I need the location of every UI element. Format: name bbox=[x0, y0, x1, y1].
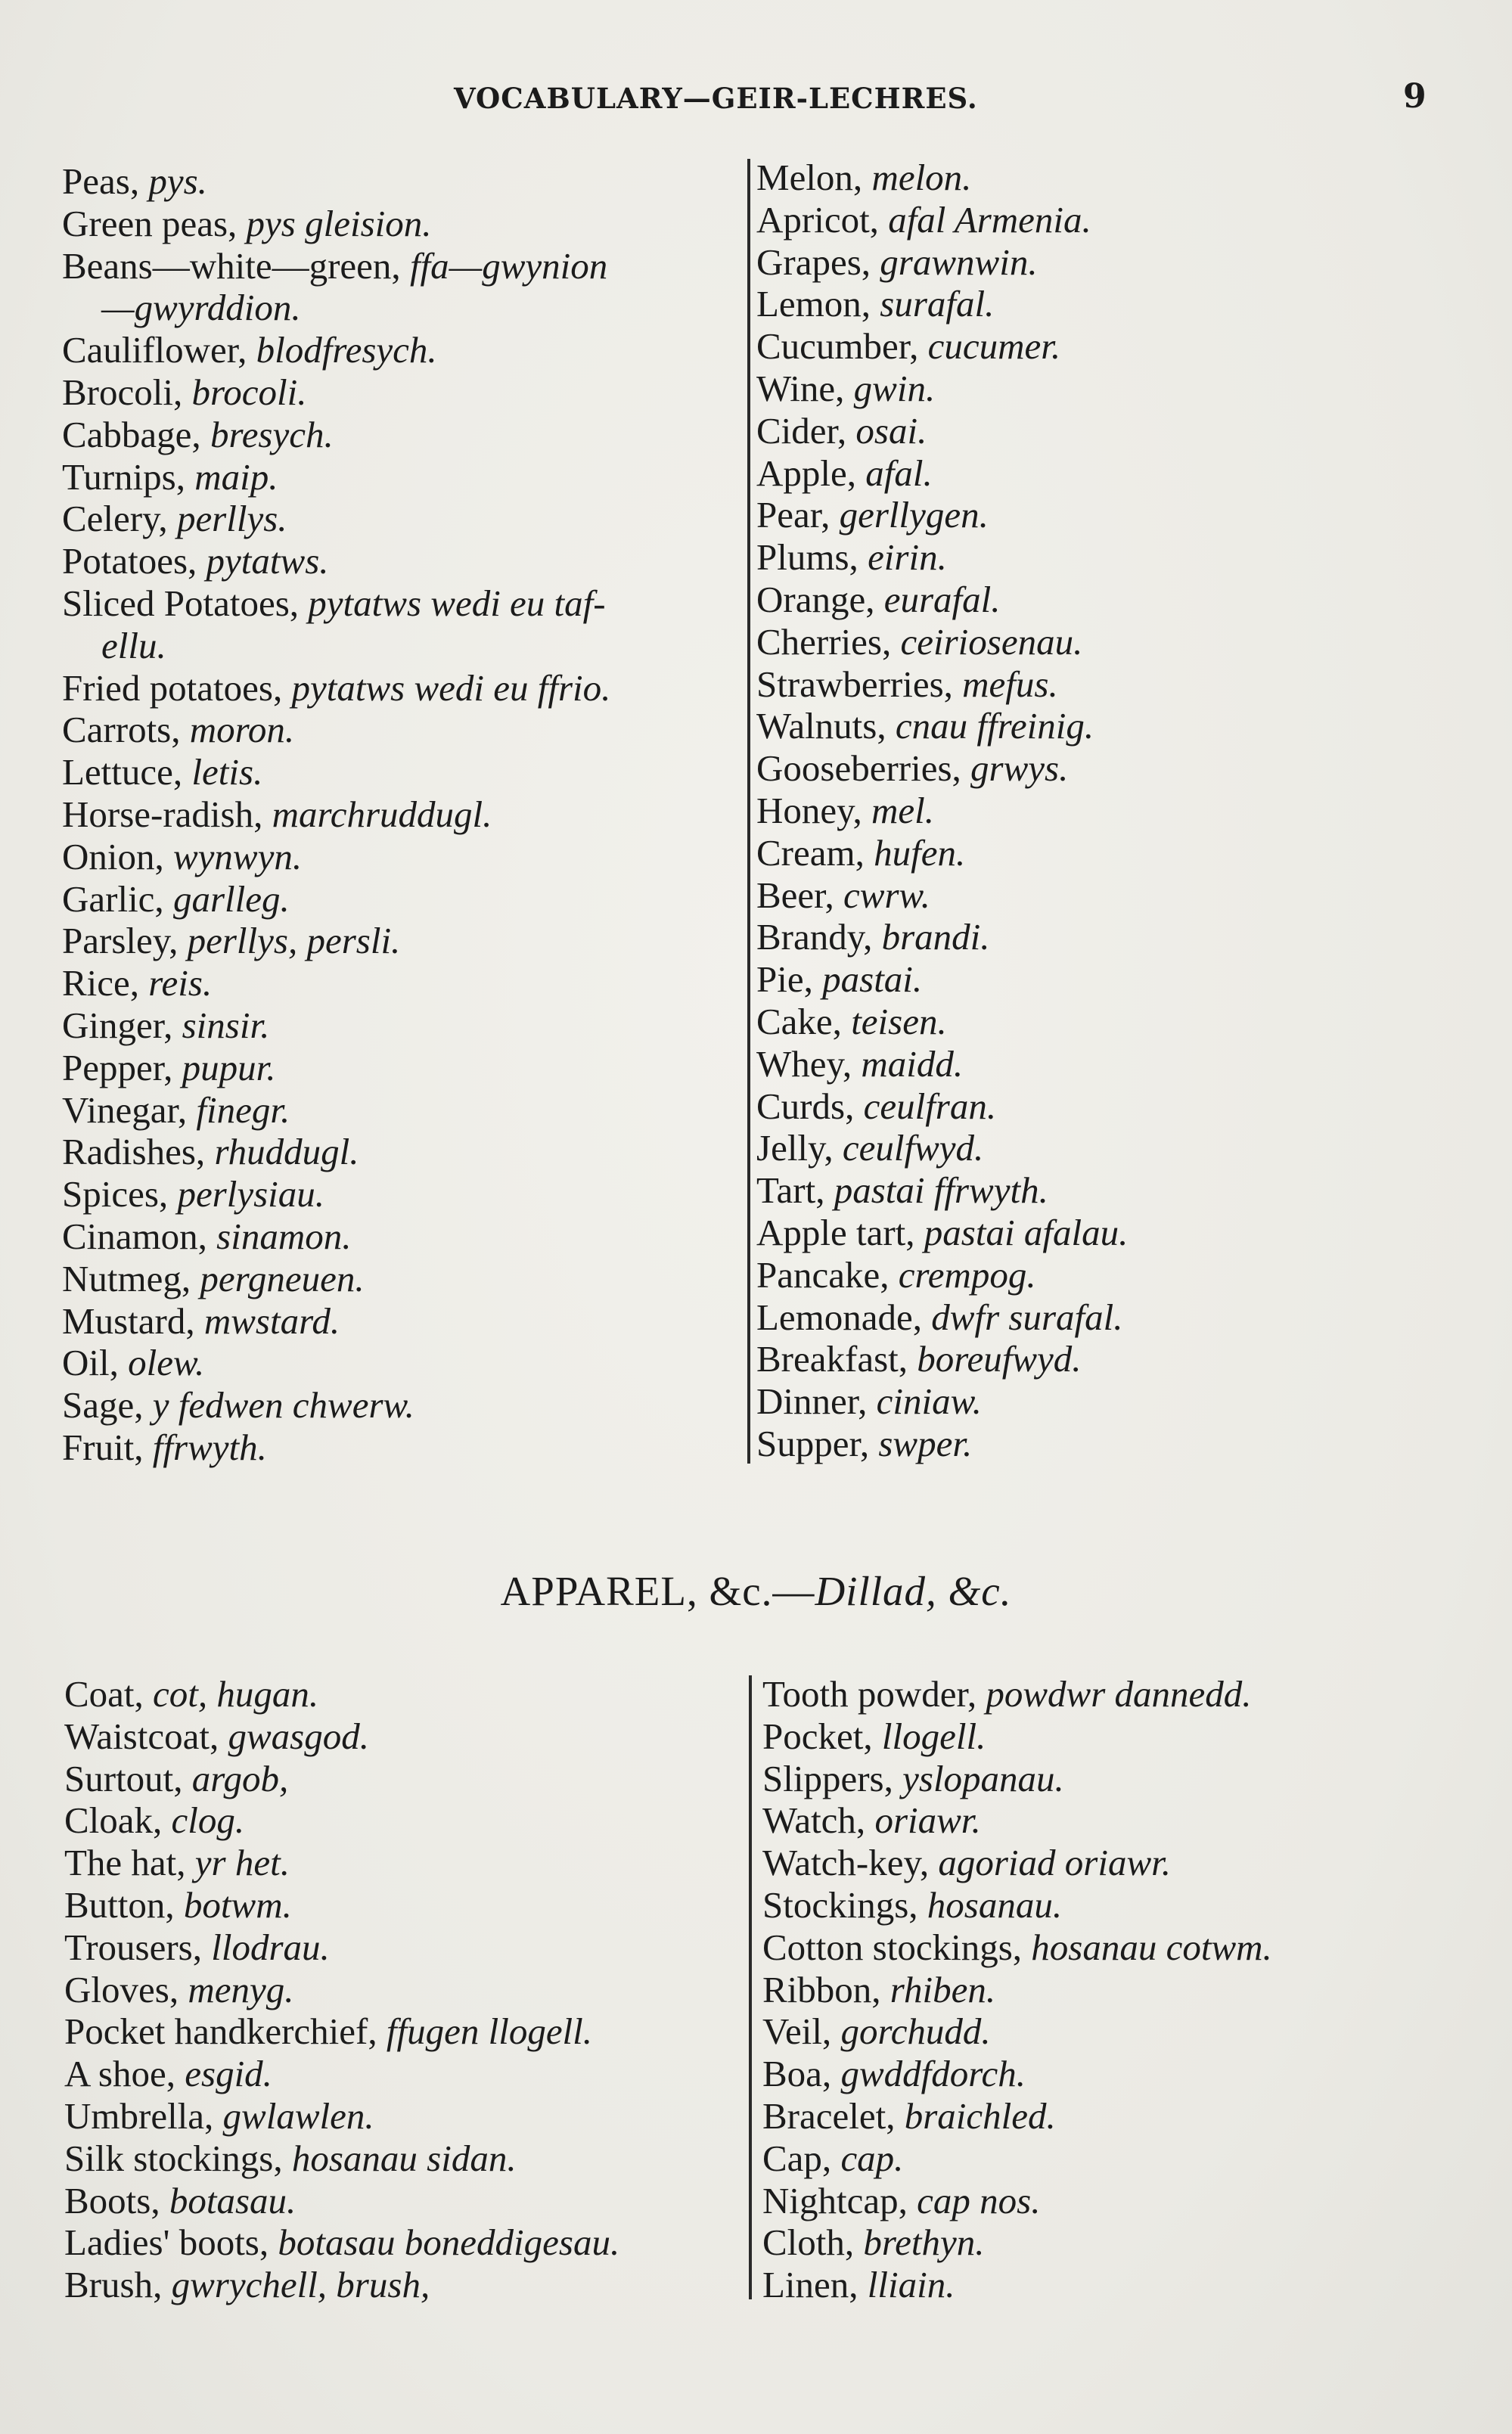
english-term: Rice, bbox=[62, 962, 149, 1004]
welsh-term: teisen. bbox=[851, 1000, 947, 1042]
welsh-term: cnau ffreinig. bbox=[895, 705, 1094, 747]
welsh-term: cot, hugan. bbox=[153, 1673, 319, 1715]
vocabulary-entry bbox=[756, 283, 1128, 325]
welsh-term: pys gleision. bbox=[246, 202, 432, 244]
english-term: Onion, bbox=[62, 835, 173, 877]
welsh-term: osai. bbox=[855, 409, 927, 452]
welsh-term: llogell. bbox=[881, 1715, 986, 1757]
english-term: Breakfast, bbox=[756, 1338, 917, 1380]
english-term: Waistcoat, bbox=[64, 1715, 228, 1757]
welsh-term: sinamon. bbox=[216, 1215, 352, 1257]
english-term: Celery, bbox=[62, 498, 177, 540]
english-term: Gooseberries, bbox=[756, 747, 971, 790]
welsh-term: brocoli. bbox=[191, 371, 307, 413]
vocabulary-entry bbox=[64, 2095, 619, 2138]
welsh-term: blodfresych. bbox=[256, 329, 437, 371]
english-term: Gloves, bbox=[64, 1968, 188, 2010]
vocabulary-entry bbox=[62, 203, 610, 245]
welsh-term: swper. bbox=[878, 1422, 973, 1464]
english-term: Ribbon, bbox=[762, 1968, 890, 2010]
welsh-term: marchruddugl. bbox=[272, 793, 492, 835]
english-term: Trousers, bbox=[64, 1926, 212, 1968]
vocabulary-entry bbox=[64, 1758, 619, 1800]
english-term: Apricot, bbox=[756, 198, 889, 241]
welsh-term: hosanau sidan. bbox=[291, 2137, 517, 2179]
english-term: Plums, bbox=[756, 536, 868, 579]
welsh-term: pys. bbox=[148, 160, 207, 202]
english-term: Cloth, bbox=[762, 2221, 864, 2264]
english-term: Nightcap, bbox=[762, 2179, 917, 2221]
vocabulary-entry bbox=[756, 621, 1128, 663]
welsh-term: llodrau. bbox=[211, 1926, 330, 1968]
english-term: Surtout, bbox=[64, 1757, 192, 1799]
vocabulary-entry bbox=[756, 1380, 1128, 1423]
vocabulary-entry bbox=[762, 1799, 1272, 1842]
vocabulary-entry bbox=[756, 1296, 1128, 1339]
english-term: Cotton stockings, bbox=[762, 1926, 1032, 1968]
english-term: Oil, bbox=[62, 1342, 129, 1384]
vocabulary-entry bbox=[756, 832, 1128, 874]
apparel-section-heading bbox=[0, 1567, 1512, 1615]
vocabulary-entry bbox=[756, 705, 1128, 747]
english-term: Dinner, bbox=[756, 1380, 877, 1423]
welsh-term: perllys, persli. bbox=[187, 920, 401, 962]
english-term: Melon, bbox=[756, 157, 872, 198]
welsh-term: cwrw. bbox=[843, 874, 930, 916]
apparel-vocabulary-right-column bbox=[762, 1673, 1272, 2306]
english-term: Cloak, bbox=[64, 1799, 172, 1842]
vocabulary-entry bbox=[62, 1427, 610, 1469]
vocabulary-entry bbox=[64, 1884, 619, 1926]
welsh-term: sinsir. bbox=[182, 1004, 270, 1046]
vocabulary-entry bbox=[756, 157, 1128, 199]
welsh-term: mel. bbox=[871, 789, 934, 831]
english-term: Vinegar, bbox=[62, 1088, 197, 1131]
english-term: Orange, bbox=[756, 578, 884, 620]
vocabulary-entry bbox=[62, 1173, 610, 1215]
welsh-term: ceiriosenau. bbox=[900, 620, 1083, 663]
apparel-heading-english: APPAREL, &c.— bbox=[500, 1568, 815, 1614]
english-term: Lemonade, bbox=[756, 1296, 932, 1338]
welsh-term: rhiben. bbox=[890, 1968, 996, 2010]
english-term: Cap, bbox=[762, 2137, 841, 2179]
vocabulary-entry bbox=[762, 1715, 1272, 1758]
welsh-term: pupur. bbox=[182, 1046, 276, 1088]
vocabulary-entry bbox=[64, 2010, 619, 2053]
english-term: Cake, bbox=[756, 1000, 852, 1042]
welsh-term: eurafal. bbox=[883, 578, 1001, 620]
welsh-term: pastai afalau. bbox=[924, 1211, 1129, 1253]
vocabulary-entry bbox=[64, 2053, 619, 2095]
vocabulary-entry bbox=[62, 709, 610, 751]
english-term: Supper, bbox=[756, 1422, 879, 1464]
welsh-term: ffa—gwynion bbox=[409, 244, 608, 287]
column-divider-rule bbox=[747, 159, 750, 1464]
food-vocabulary-left-column bbox=[62, 160, 610, 1469]
welsh-term: pytatws wedi eu taf- bbox=[308, 582, 606, 624]
vocabulary-entry bbox=[62, 1258, 610, 1300]
welsh-term: yr het. bbox=[194, 1842, 290, 1884]
vocabulary-entry bbox=[756, 1001, 1128, 1043]
english-term: Bracelet, bbox=[762, 2094, 905, 2137]
english-term: A shoe, bbox=[64, 2053, 185, 2095]
welsh-term: surafal. bbox=[880, 283, 995, 325]
english-term: Slippers, bbox=[762, 1757, 903, 1799]
welsh-term: powdwr dannedd. bbox=[986, 1673, 1252, 1715]
english-term: Parsley, bbox=[62, 920, 188, 962]
vocabulary-entry bbox=[756, 958, 1128, 1001]
english-term: Apple, bbox=[756, 452, 866, 494]
english-term: Pie, bbox=[756, 958, 823, 1001]
vocabulary-entry bbox=[62, 540, 610, 582]
welsh-term: afal. bbox=[865, 452, 933, 494]
welsh-term: gerllygen. bbox=[839, 494, 989, 536]
english-term: Fruit, bbox=[62, 1426, 153, 1468]
english-term: Turnips, bbox=[62, 455, 195, 498]
english-term: Watch, bbox=[762, 1799, 875, 1842]
english-term: Whey, bbox=[756, 1042, 862, 1085]
welsh-term: crempog. bbox=[898, 1253, 1036, 1296]
welsh-term: pytatws wedi eu ffrio. bbox=[291, 666, 611, 709]
welsh-term: maidd. bbox=[861, 1042, 964, 1085]
vocabulary-entry bbox=[756, 241, 1128, 284]
welsh-term: pastai. bbox=[822, 958, 923, 1001]
vocabulary-entry bbox=[756, 410, 1128, 452]
vocabulary-entry bbox=[64, 1799, 619, 1842]
vocabulary-entry bbox=[756, 494, 1128, 536]
welsh-term: garlleg. bbox=[172, 877, 290, 920]
welsh-term: gorchudd. bbox=[840, 2010, 991, 2053]
vocabulary-entry bbox=[62, 1131, 610, 1173]
vocabulary-entry-continuation bbox=[62, 625, 610, 667]
english-term: Curds, bbox=[756, 1085, 864, 1127]
welsh-term: melon. bbox=[871, 157, 972, 198]
vocabulary-entry bbox=[756, 1338, 1128, 1380]
english-term: Nutmeg, bbox=[62, 1257, 200, 1299]
english-term: Ginger, bbox=[62, 1004, 182, 1046]
welsh-term: brethyn. bbox=[863, 2221, 985, 2264]
vocabulary-entry bbox=[762, 2095, 1272, 2138]
vocabulary-entry bbox=[62, 245, 610, 287]
vocabulary-entry bbox=[762, 1926, 1272, 1969]
vocabulary-entry bbox=[762, 1842, 1272, 1884]
vocabulary-entry bbox=[756, 747, 1128, 790]
welsh-term: grawnwin. bbox=[880, 241, 1038, 283]
vocabulary-entry bbox=[62, 498, 610, 540]
vocabulary-entry bbox=[762, 1969, 1272, 2011]
welsh-term: menyg. bbox=[188, 1968, 294, 2010]
english-term: Button, bbox=[64, 1883, 184, 1926]
vocabulary-entry bbox=[762, 2221, 1272, 2264]
welsh-term: ceulfran. bbox=[863, 1085, 997, 1127]
welsh-term: gwrychell, brush, bbox=[171, 2264, 430, 2306]
english-term: Pocket, bbox=[762, 1715, 882, 1757]
english-term: Garlic, bbox=[62, 877, 173, 920]
welsh-term: rhuddugl. bbox=[214, 1131, 359, 1173]
vocabulary-entry bbox=[756, 1169, 1128, 1212]
vocabulary-entry bbox=[64, 2138, 619, 2180]
vocabulary-entry bbox=[62, 1215, 610, 1258]
welsh-term: pergneuen. bbox=[200, 1257, 365, 1299]
vocabulary-entry bbox=[756, 536, 1128, 579]
vocabulary-entry bbox=[756, 452, 1128, 495]
english-term: Cherries, bbox=[756, 620, 901, 663]
english-term: Cauliflower, bbox=[62, 329, 256, 371]
english-term: Horse-radish, bbox=[62, 793, 272, 835]
english-term: Green peas, bbox=[62, 202, 247, 244]
vocabulary-entry bbox=[62, 751, 610, 793]
english-term: Brandy, bbox=[756, 916, 882, 958]
english-term: Wine, bbox=[756, 367, 854, 409]
welsh-term: bresych. bbox=[210, 413, 334, 455]
english-term: Peas, bbox=[62, 160, 149, 202]
english-term: Cream, bbox=[756, 831, 874, 874]
welsh-term: perlysiau. bbox=[177, 1173, 325, 1215]
welsh-term: lliain. bbox=[867, 2264, 955, 2306]
welsh-term: gwasgod. bbox=[228, 1715, 369, 1757]
welsh-term: botasau. bbox=[169, 2179, 297, 2221]
vocabulary-entry bbox=[62, 920, 610, 962]
welsh-term: maip. bbox=[194, 455, 278, 498]
vocabulary-entry bbox=[756, 368, 1128, 410]
vocabulary-entry bbox=[62, 329, 610, 371]
column-divider-rule bbox=[749, 1675, 752, 2299]
welsh-term: gwddfdorch. bbox=[840, 2053, 1026, 2095]
vocabulary-entry bbox=[64, 1969, 619, 2011]
vocabulary-entry bbox=[62, 160, 610, 203]
welsh-term: pastai ffrwyth. bbox=[834, 1169, 1048, 1212]
english-term: Tart, bbox=[756, 1169, 834, 1212]
vocabulary-entry bbox=[762, 2264, 1272, 2306]
english-term: Sliced Potatoes, bbox=[62, 582, 309, 624]
english-term: Beans—white—green, bbox=[62, 244, 410, 287]
welsh-term: ellu. bbox=[101, 624, 166, 666]
english-term: Brocoli, bbox=[62, 371, 192, 413]
english-term: Cider, bbox=[756, 409, 856, 452]
welsh-term: oriawr. bbox=[874, 1799, 981, 1842]
english-term: Pocket handkerchief, bbox=[64, 2010, 387, 2053]
vocabulary-entry-continuation bbox=[62, 287, 610, 329]
welsh-term: botasau boneddigesau. bbox=[278, 2221, 620, 2264]
english-term: Tooth powder, bbox=[762, 1673, 986, 1715]
english-term: Carrots, bbox=[62, 709, 190, 751]
welsh-term: agoriad oriawr. bbox=[938, 1842, 1172, 1884]
vocabulary-entry bbox=[64, 1842, 619, 1884]
welsh-term: cap. bbox=[840, 2137, 904, 2179]
welsh-term: perllys. bbox=[176, 498, 287, 540]
vocabulary-entry bbox=[762, 2138, 1272, 2180]
vocabulary-entry bbox=[762, 1758, 1272, 1800]
vocabulary-entry bbox=[756, 916, 1128, 958]
page-number: 9 bbox=[1403, 77, 1427, 116]
english-term: Grapes, bbox=[756, 241, 880, 283]
apparel-heading-welsh: Dillad, &c. bbox=[815, 1568, 1012, 1614]
vocabulary-entry bbox=[756, 199, 1128, 241]
vocabulary-entry bbox=[756, 579, 1128, 621]
english-term: Walnuts, bbox=[756, 705, 896, 747]
vocabulary-entry bbox=[756, 325, 1128, 368]
vocabulary-entry bbox=[756, 790, 1128, 832]
vocabulary-entry bbox=[62, 836, 610, 878]
vocabulary-entry bbox=[62, 1089, 610, 1132]
english-term: Veil, bbox=[762, 2010, 841, 2053]
vocabulary-entry bbox=[762, 1673, 1272, 1715]
welsh-term: mefus. bbox=[962, 663, 1058, 705]
english-term: Brush, bbox=[64, 2264, 172, 2306]
vocabulary-entry bbox=[62, 1384, 610, 1427]
english-term: Spices, bbox=[62, 1173, 178, 1215]
english-term: Strawberries, bbox=[756, 663, 963, 705]
english-term: Pepper, bbox=[62, 1046, 182, 1088]
welsh-term: hufen. bbox=[874, 831, 966, 874]
english-term: Apple tart, bbox=[756, 1211, 924, 1253]
welsh-term: clog. bbox=[171, 1799, 245, 1842]
vocabulary-entry bbox=[62, 793, 610, 836]
welsh-term: cucumer. bbox=[927, 325, 1061, 368]
welsh-term: botwm. bbox=[183, 1883, 292, 1926]
welsh-term: reis. bbox=[148, 962, 213, 1004]
english-term: Cinamon, bbox=[62, 1215, 217, 1257]
vocabulary-entry bbox=[762, 2180, 1272, 2222]
english-term: Fried potatoes, bbox=[62, 666, 292, 709]
vocabulary-entry bbox=[62, 1047, 610, 1089]
welsh-term: ffrwyth. bbox=[152, 1426, 267, 1468]
welsh-term: pytatws. bbox=[206, 540, 329, 582]
vocabulary-entry bbox=[756, 1254, 1128, 1296]
vocabulary-entry bbox=[62, 667, 610, 709]
welsh-term: olew. bbox=[128, 1342, 205, 1384]
welsh-term: wynwyn. bbox=[173, 835, 303, 877]
welsh-term: esgid. bbox=[185, 2053, 272, 2095]
vocabulary-entry bbox=[64, 1926, 619, 1969]
english-term: Jelly, bbox=[756, 1127, 843, 1169]
english-term: The hat, bbox=[64, 1842, 195, 1884]
vocabulary-entry bbox=[64, 1715, 619, 1758]
vocabulary-entry bbox=[64, 1673, 619, 1715]
english-term: Watch-key, bbox=[762, 1842, 939, 1884]
welsh-term: dwfr surafal. bbox=[931, 1296, 1123, 1338]
welsh-term: ffugen llogell. bbox=[386, 2010, 593, 2053]
vocabulary-entry bbox=[64, 2221, 619, 2264]
vocabulary-entry bbox=[756, 663, 1128, 706]
vocabulary-entry bbox=[756, 1212, 1128, 1254]
english-term: Cucumber, bbox=[756, 325, 928, 368]
welsh-term: ceulfwyd. bbox=[842, 1127, 984, 1169]
english-term: Boots, bbox=[64, 2179, 169, 2221]
english-term: Ladies' boots, bbox=[64, 2221, 278, 2264]
english-term: Coat, bbox=[64, 1673, 154, 1715]
vocabulary-entry bbox=[62, 1342, 610, 1384]
vocabulary-entry bbox=[62, 962, 610, 1004]
english-term: Cabbage, bbox=[62, 413, 210, 455]
vocabulary-entry bbox=[762, 2053, 1272, 2095]
welsh-term: yslopanau. bbox=[902, 1757, 1064, 1799]
english-term: Honey, bbox=[756, 789, 871, 831]
welsh-term: argob, bbox=[191, 1757, 289, 1799]
english-term: Pear, bbox=[756, 494, 840, 536]
english-term: Stockings, bbox=[762, 1883, 927, 1926]
apparel-vocabulary-left-column bbox=[64, 1673, 619, 2306]
english-term: Sage, bbox=[62, 1384, 153, 1427]
english-term: Radishes, bbox=[62, 1131, 215, 1173]
vocabulary-entry bbox=[62, 582, 610, 625]
english-term: Lemon, bbox=[756, 283, 880, 325]
vocabulary-entry bbox=[756, 1043, 1128, 1085]
welsh-term: finegr. bbox=[196, 1088, 290, 1131]
vocabulary-entry bbox=[756, 1127, 1128, 1169]
welsh-term: brandi. bbox=[881, 916, 990, 958]
vocabulary-entry bbox=[62, 878, 610, 921]
english-term: Umbrella, bbox=[64, 2094, 223, 2137]
english-term: Beer, bbox=[756, 874, 844, 916]
welsh-term: afal Armenia. bbox=[888, 198, 1091, 241]
english-term: Boa, bbox=[762, 2053, 841, 2095]
welsh-term: mwstard. bbox=[203, 1299, 340, 1342]
welsh-term: hosanau. bbox=[927, 1883, 1063, 1926]
welsh-term: boreufwyd. bbox=[917, 1338, 1082, 1380]
english-term: Silk stockings, bbox=[64, 2137, 292, 2179]
vocabulary-entry bbox=[756, 1085, 1128, 1128]
vocabulary-entry bbox=[756, 874, 1128, 917]
vocabulary-entry bbox=[62, 1300, 610, 1343]
welsh-term: hosanau cotwm. bbox=[1031, 1926, 1272, 1968]
english-term: Lettuce, bbox=[62, 751, 192, 793]
welsh-term: eirin. bbox=[868, 536, 947, 579]
welsh-term: ciniaw. bbox=[876, 1380, 982, 1423]
english-term: Potatoes, bbox=[62, 540, 206, 582]
welsh-term: y fedwen chwerw. bbox=[152, 1384, 414, 1427]
english-term: Linen, bbox=[762, 2264, 868, 2306]
welsh-term: gwlawlen. bbox=[222, 2094, 374, 2137]
vocabulary-entry bbox=[762, 2010, 1272, 2053]
welsh-term: grwys. bbox=[970, 747, 1069, 790]
vocabulary-entry bbox=[756, 1423, 1128, 1465]
english-term: Pancake, bbox=[756, 1253, 899, 1296]
vocabulary-entry bbox=[62, 414, 610, 456]
vocabulary-entry bbox=[64, 2180, 619, 2222]
welsh-term: —gwyrddion. bbox=[101, 287, 301, 329]
food-vocabulary-right-column bbox=[756, 157, 1128, 1465]
welsh-term: moron. bbox=[189, 709, 295, 751]
running-head: VOCABULARY—GEIR-LECHRES. bbox=[454, 82, 978, 115]
vocabulary-entry bbox=[762, 1884, 1272, 1926]
vocabulary-entry bbox=[64, 2264, 619, 2306]
vocabulary-entry bbox=[62, 456, 610, 498]
welsh-term: gwin. bbox=[853, 367, 936, 409]
welsh-term: braichled. bbox=[904, 2094, 1056, 2137]
english-term: Mustard, bbox=[62, 1299, 204, 1342]
vocabulary-entry bbox=[62, 1004, 610, 1047]
vocabulary-entry bbox=[62, 371, 610, 414]
welsh-term: cap nos. bbox=[917, 2179, 1041, 2221]
welsh-term: letis. bbox=[191, 751, 263, 793]
